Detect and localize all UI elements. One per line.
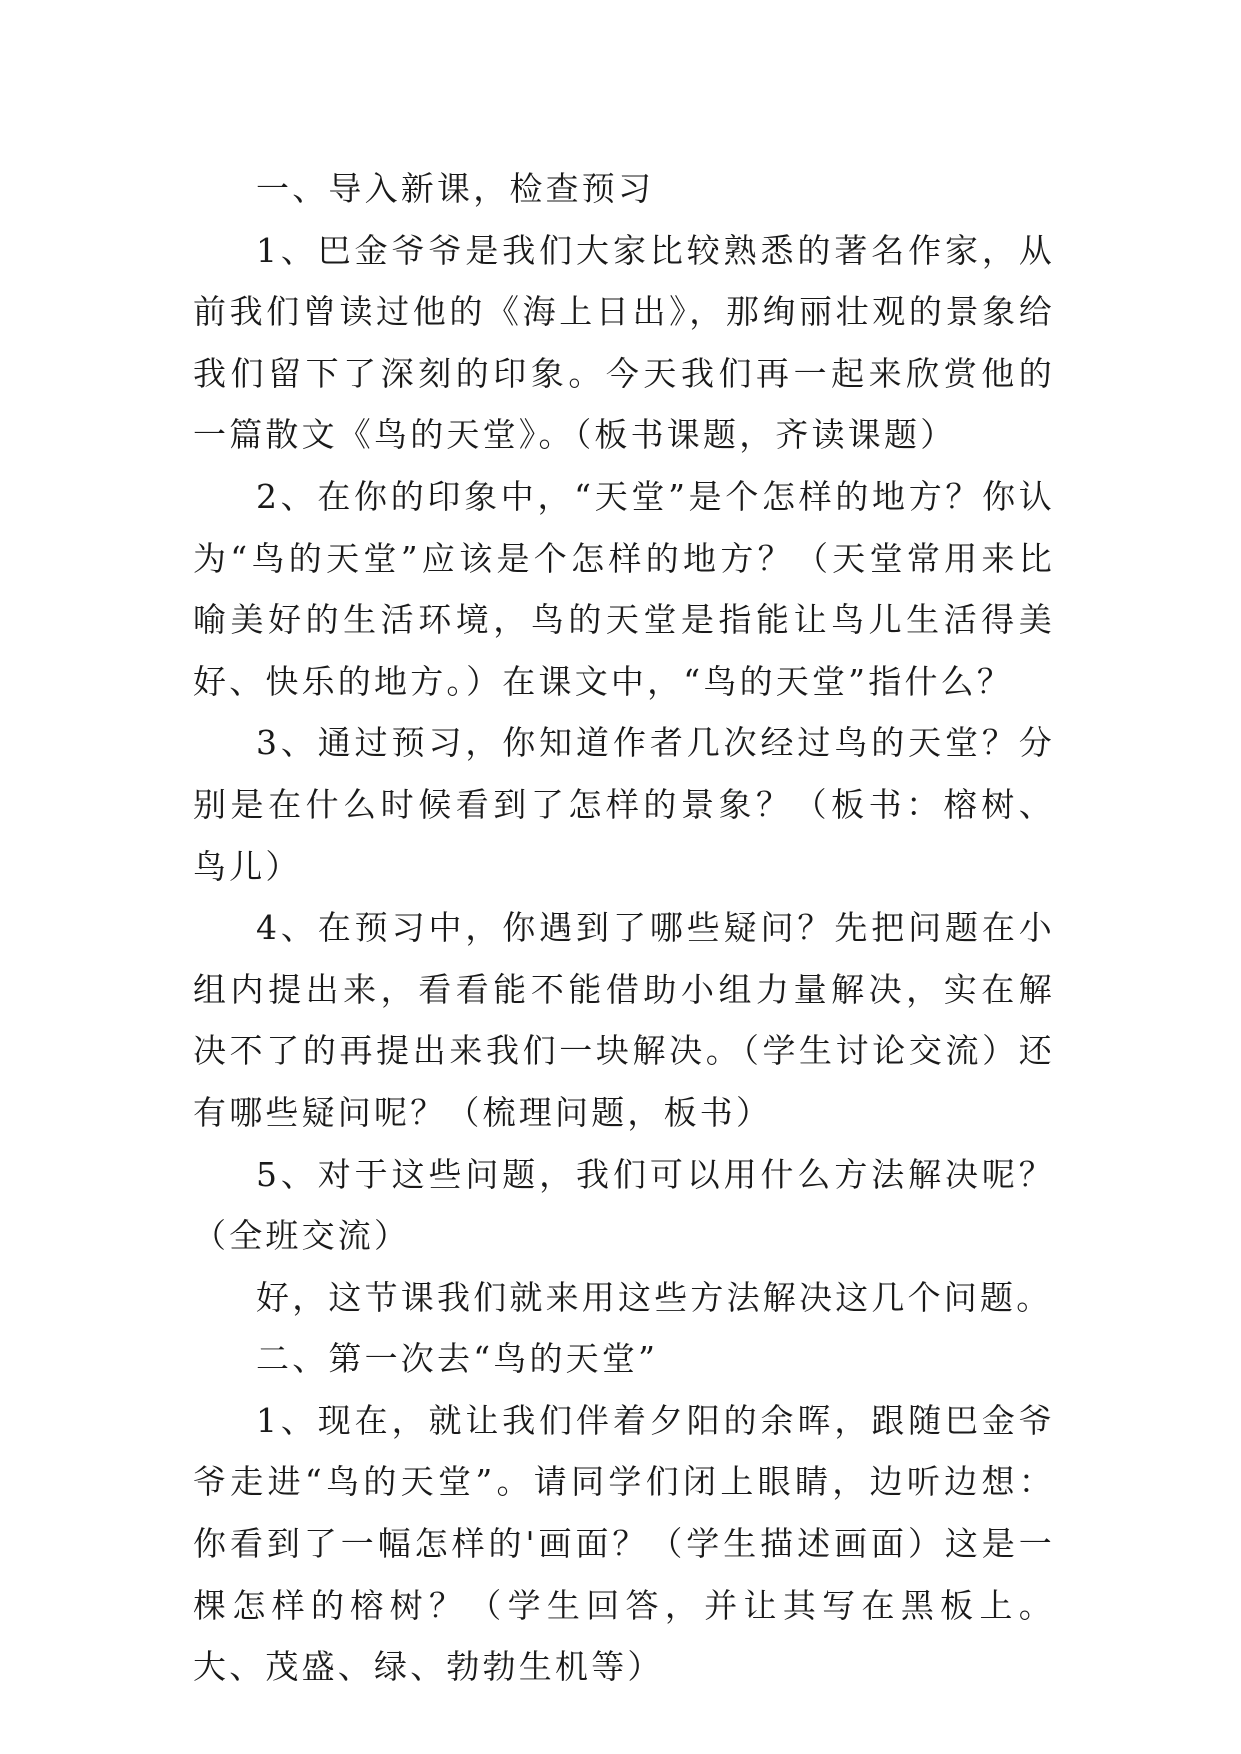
paragraph-intro: 1、巴金爷爷是我们大家比较熟悉的著名作家，从前我们曾读过他的《海上日出》，那绚丽壮观的景象给我们留下了深刻的印象。今天我们再一起来欣赏他的一篇散文《鸟的天堂》。（板书课题，齐读课题） <box>193 230 1055 455</box>
paragraph-question-2: 2、在你的印象中，“天堂”是个怎样的地方？你认为“鸟的天堂”应该是个怎样的地方？（天堂常用来比喻美好的生活环境，鸟的天堂是指能让鸟儿生活得美好、快乐的地方。）在课文中，“鸟的天堂”指什么？ <box>193 476 1055 701</box>
paragraph-transition: 好，这节课我们就来用这些方法解决这几个问题。 <box>256 1277 1053 1317</box>
paragraph-question-5: 5、对于这些问题，我们可以用什么方法解决呢？（全班交流） <box>193 1154 1055 1256</box>
paragraph-question-4: 4、在预习中，你遇到了哪些疑问？先把问题在小组内提出来，看看能不能借助小组力量解决，实在解决不了的再提出来我们一块解决。（学生讨论交流）还有哪些疑问呢？（梳理问题，板书） <box>193 908 1055 1132</box>
document-page <box>193 158 1055 1698</box>
paragraph-first-visit: 1、现在，就让我们伴着夕阳的余晖，跟随巴金爷爷走进“鸟的天堂”。请同学们闭上眼睛，边听边想：你看到了一幅怎样的'画面？（学生描述画面）这是一棵怎样的榕树？（学生回答，并让其写在黑板上。大、茂盛、绿、勃勃生机等） <box>193 1400 1055 1687</box>
section-heading-1: 一、导入新课，检查预习 <box>256 169 655 208</box>
section-heading-2: 二、第一次去“鸟的天堂” <box>256 1339 659 1379</box>
paragraph-question-3: 3、通过预习，你知道作者几次经过鸟的天堂？分别是在什么时候看到了怎样的景象？（板书：榕树、鸟儿） <box>193 723 1055 886</box>
